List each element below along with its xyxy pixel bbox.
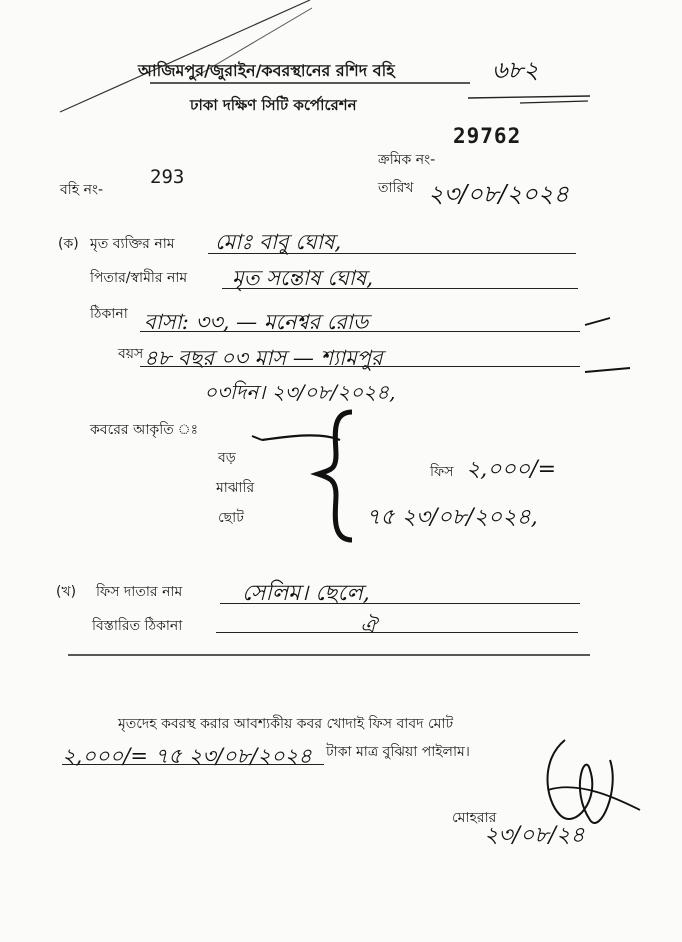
payer-name-label: ফিস দাতার নাম	[96, 584, 183, 600]
age-value-line2: ০৩দিন। ২৩/০৮/২০২৪,	[204, 380, 396, 404]
serial-label: ক্রমিক নং-	[378, 152, 436, 168]
received-text: টাকা মাত্র বুঝিয়া পাইলাম।	[326, 744, 470, 760]
corner-number: ৬৮২	[492, 56, 539, 84]
deceased-name-value: মোঃ বাবু ঘোষ,	[215, 230, 342, 254]
age-label: বয়স	[118, 346, 144, 362]
grave-size-large: বড়	[218, 450, 236, 466]
payment-statement: মৃতদেহ কবরস্থ করার আবশ্যকীয় কবর খোদাই ফিস বাবদ মোট	[118, 716, 454, 732]
payer-address-value: ঐ	[360, 614, 377, 638]
date-value: ২৩/০৮/২০২৪	[428, 180, 569, 208]
father-name-label: পিতার/স্বামীর নাম	[90, 270, 188, 286]
address-label: ঠিকানা	[90, 306, 128, 322]
clerk-label: মোহরার	[452, 810, 497, 826]
book-no-label: বহি নং-	[60, 182, 104, 198]
fee-reference: ৭৫ ২৩/০৮/২০২৪,	[366, 505, 538, 530]
organization-name: ঢাকা দক্ষিণ সিটি কর্পোরেশন	[190, 96, 357, 114]
grave-shape-label: কবরের আকৃতি ঃ	[90, 422, 199, 438]
section-ka-marker: (ক)	[58, 236, 79, 252]
book-no-value: 293	[150, 166, 185, 188]
date-label: তারিখ	[378, 180, 414, 196]
grave-size-brace	[318, 412, 352, 540]
payer-name-value: সেলিম। ছেলে,	[242, 581, 370, 606]
father-name-value: মৃত সন্তোষ ঘোষ,	[232, 266, 374, 290]
signature-mark	[548, 740, 613, 823]
deceased-name-label: মৃত ব্যক্তির নাম	[90, 236, 175, 252]
section-kha-marker: (খ)	[56, 584, 77, 600]
payer-address-label: বিস্তারিত ঠিকানা	[92, 618, 183, 634]
grave-size-medium: মাঝারি	[216, 480, 255, 496]
grave-size-small: ছোট	[218, 510, 244, 526]
fee-value: ২,০০০/=	[466, 457, 557, 482]
serial-number: 29762	[453, 124, 522, 148]
fee-label: ফিস	[430, 464, 454, 480]
clerk-date: ২৩/০৮/২৪	[484, 823, 585, 848]
receipt-book-title: আজিমপুর/জুরাইন/কবরস্থানের রশিদ বহি	[138, 61, 395, 80]
age-value: ৪৮ বছর ০৩ মাস — শ্যামপুর	[144, 346, 383, 370]
address-value: বাসা: ৩৩, — মনেশ্বর রোড	[144, 310, 369, 334]
amount-value: ২,০০০/= ৭৫ ২৩/০৮/২০২৪	[62, 744, 312, 768]
